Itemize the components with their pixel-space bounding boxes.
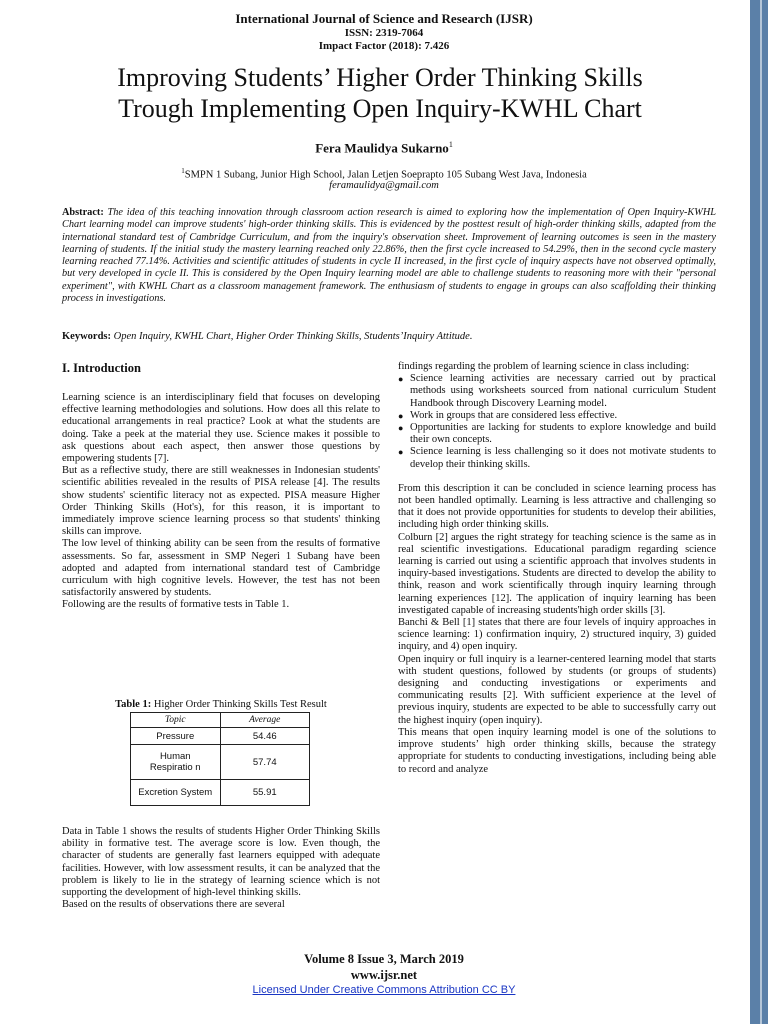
intro-paragraph-2: But as a reflective study, there are still weaknesses in Indonesian students' scientific abilities revealed in the results of PISA release [4]. The results show students' scientific literacy not as expected. PISA measure Higher Order Thinking Skills (Hot's), for this reason, it is important to immediately improve science learning process so that students' thinking skills can improve. bbox=[62, 465, 380, 538]
footer-license-link[interactable]: Licensed Under Creative Commons Attribution CC BY bbox=[252, 984, 516, 996]
paper-title bbox=[40, 62, 720, 124]
right-paragraph-4: Banchi & Bell [1] states that there are four levels of inquiry approaches in science learning: 1) confirmation inquiry, 2) structured inquiry, 3) guided inquiry, and 4) open inquiry. bbox=[398, 617, 716, 653]
intro-paragraphs-bottom bbox=[62, 826, 380, 911]
title-line-2: Trough Implementing Open Inquiry-KWHL Chart bbox=[118, 94, 642, 123]
bullet-item bbox=[398, 422, 716, 446]
bullet-icon: ● bbox=[398, 423, 404, 434]
table-cell-average: 55.91 bbox=[220, 780, 310, 806]
bullet-text: Science learning is less challenging so it does not motivate students to develop their thinking skills. bbox=[410, 446, 716, 470]
table-cell-average: 57.74 bbox=[220, 745, 310, 780]
bullet-icon: ● bbox=[398, 447, 404, 458]
intro-paragraph-5: Data in Table 1 shows the results of students Higher Order Thinking Skills ability in formative test. The average score is low. Even though, the character of students are generally fast learners equipped with adequate facilities. However, with low assessment results, it can be analyzed that the problem is likely to lie in the strategy of learning science which is not supporting the development of high-level thinking skills. bbox=[62, 826, 380, 899]
table-cell-average: 54.46 bbox=[220, 728, 310, 745]
table-row bbox=[131, 780, 310, 806]
keywords-label: Keywords: bbox=[62, 331, 111, 342]
bullet-item bbox=[398, 446, 716, 470]
journal-issn: ISSN: 2319-7064 bbox=[344, 27, 424, 39]
table-header-row bbox=[131, 713, 310, 728]
right-paragraph-1: findings regarding the problem of learning science in class including: bbox=[398, 361, 690, 372]
abstract-label: Abstract: bbox=[62, 207, 104, 218]
right-paragraph-3: Colburn [2] argues the right strategy for teaching science is the same as in real scientific investigations. Educational paradigm regarding science learning is carried out using a scientific approach that involves students in inquiry-based investigations. Students are directed to develop the ability to think, reason and work scientifically through inquiry learning through learning experiences [12]. The application of inquiry learning has been investigated capable of increasing students'high order skills [3]. bbox=[398, 531, 716, 616]
keywords-text: Open Inquiry, KWHL Chart, Higher Order Thinking Skills, Students’Inquiry Attitude. bbox=[113, 331, 473, 342]
table-cell-topic: Pressure bbox=[131, 728, 221, 745]
table-1-caption bbox=[62, 699, 380, 710]
bullet-item bbox=[398, 410, 716, 422]
table-header-topic: Topic bbox=[131, 713, 221, 728]
table-1 bbox=[130, 712, 310, 806]
table-cell-topic: Excretion System bbox=[131, 780, 221, 806]
bullet-icon: ● bbox=[398, 374, 404, 385]
author-name-text: Fera Maulidya Sukarno bbox=[315, 140, 449, 156]
abstract-text: The idea of this teaching innovation through classroom action research is aimed to exploring how the implementation of Open Inquiry-KWHL Chart learning model can improve students' high-order thinking skills. This is evidenced by the posttest result of high-order thinking skills, adapted from the international standard test of Cambridge Curriculum, and from the inquiry's observation sheet. Improvement of learning outcomes is seen in the mastery learning of students. If the initial study the mastery learning reached only 22.86%, then the first cycle increased to 54.29%, then in the second cycle mastery learning reached 77.14%. Activities and scientific attitudes of students in cycle II increased, in the first cycle of inquiry aspects have not observed optimally, but very developed in cycle II. This is considered by the Open Inquiry learning model are able to challenge students to reasoning more with their "personal experiment", with KWHL Chart as a classroom management framework. The enthusiasm of students to engage in groups can also scaffolding their thinking process in investigations. bbox=[62, 207, 716, 305]
bullet-icon: ● bbox=[398, 410, 404, 421]
bullet-text: Work in groups that are considered less effective. bbox=[410, 409, 618, 421]
footer-url-link[interactable]: www.ijsr.net bbox=[350, 968, 418, 982]
table-row bbox=[131, 728, 310, 745]
bullet-item bbox=[398, 373, 716, 410]
title-line-1: Improving Students’ Higher Order Thinking Skills bbox=[117, 63, 643, 92]
right-column bbox=[398, 361, 716, 776]
bullet-text: Opportunities are lacking for students to explore knowledge and build their own concepts. bbox=[410, 422, 716, 446]
bullet-text: Science learning activities are necessary carried out by practical methods using worksheets sourced from national curriculum Student Handbook through Discovery Learning model. bbox=[410, 373, 716, 409]
table-1-caption-label: Table 1: bbox=[115, 699, 152, 710]
table-header-average: Average bbox=[220, 713, 310, 728]
keywords bbox=[62, 331, 716, 343]
author-email: feramaulidya@gmail.com bbox=[329, 180, 439, 191]
affiliation-text: SMPN 1 Subang, Junior High School, Jalan Letjen Soeprapto 105 Subang West Java, Indonesia bbox=[184, 169, 587, 181]
intro-paragraph-3: The low level of thinking ability can be seen from the results of formative assessments. So far, assessment in SMP Negeri 1 Subang have been adopted and adapted from international standard test of Cambridge curriculum with high cognitive levels. However, the test has not been satisfactorily answered by students. bbox=[62, 538, 380, 599]
author-affiliation bbox=[0, 167, 768, 181]
author-name bbox=[0, 140, 768, 156]
right-paragraph-6: This means that open inquiry learning model is one of the solutions to improve students’ high order thinking skills, because the strategy appropriate for students to conducting investigations, including being able to record and analyze bbox=[398, 726, 716, 775]
footer-url[interactable] bbox=[0, 968, 768, 983]
intro-paragraph-1: Learning science is an interdisciplinary field that focuses on developing effective learning methodologies and solutions. How does all this relate to educational arrangements in real practice? Look at what the students are doing. Take a peek at the material they use. Science makes it possible to ask questions about each aspect, then answer those questions by empowering students [7]. bbox=[62, 392, 380, 465]
section-heading-introduction: I. Introduction bbox=[62, 361, 141, 375]
intro-paragraph-6: Based on the results of observations there are several bbox=[62, 899, 285, 911]
author-superscript: 1 bbox=[448, 140, 453, 149]
right-paragraph-2: From this description it can be concluded in science learning process has not been handled optimally. Learning is less attractive and challenging so that it does not provide opportunities for students to develop their abilities, including high order thinking skills. bbox=[398, 482, 716, 531]
footer-volume: Volume 8 Issue 3, March 2019 bbox=[304, 952, 464, 966]
table-cell-topic: Human Respiratio n bbox=[131, 745, 221, 780]
abstract bbox=[62, 207, 716, 305]
journal-name: International Journal of Science and Research (IJSR) bbox=[235, 11, 533, 26]
intro-paragraph-4: Following are the results of formative tests in Table 1. bbox=[62, 599, 290, 611]
table-1-caption-text: Higher Order Thinking Skills Test Result bbox=[151, 699, 327, 710]
right-paragraph-5: Open inquiry or full inquiry is a learner-centered learning model that starts with student questions, followed by students (or groups of students) designing and conducting investigations or experiments and communicating results [2]. With sufficient experience at the level of previous inquiry, students are expected to be able to successfully carry out the highest inquiry (open inquiry). bbox=[398, 653, 716, 726]
affiliation-superscript: 1 bbox=[181, 167, 185, 175]
table-row bbox=[131, 745, 310, 780]
intro-paragraphs-top bbox=[62, 392, 380, 612]
journal-impact-factor: Impact Factor (2018): 7.426 bbox=[318, 40, 450, 52]
